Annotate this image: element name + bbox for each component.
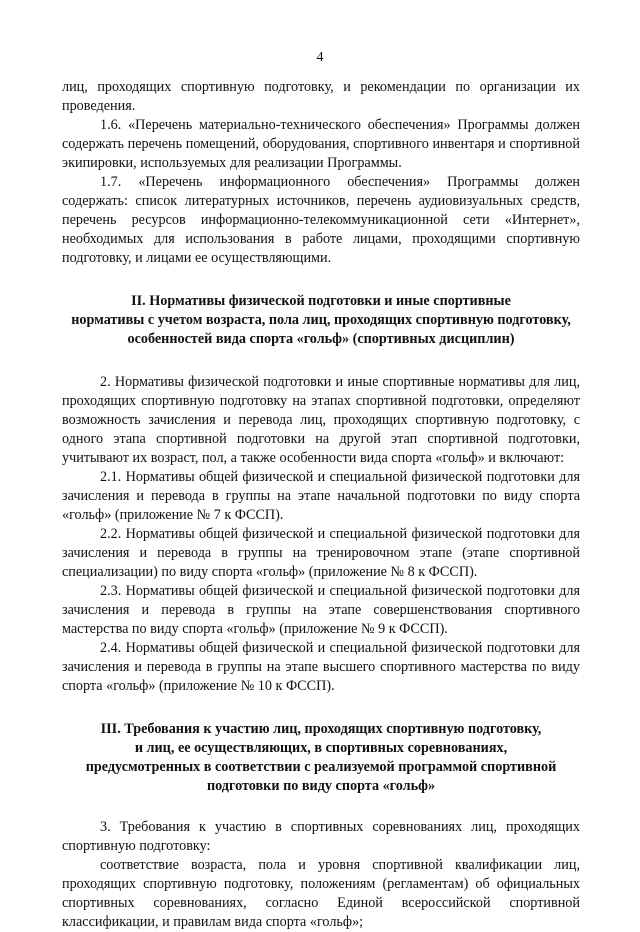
- section-3-heading-line: подготовки по виду спорта «гольф»: [206, 778, 436, 794]
- paragraph-continuation: лиц, проходящих спортивную подготовку, и рекомендации по организации их проведения.: [62, 79, 580, 114]
- paragraph-3: 3. Требования к участию в спортивных соревнованиях лиц, проходящих спортивную подготовку:: [62, 819, 580, 854]
- section-2-heading-line: нормативы с учетом возраста, пола лиц, проходящих спортивную подготовку,: [71, 312, 571, 328]
- document-body: [62, 78, 580, 932]
- section-3-heading-line: предусмотренных в соответствии с реализуемой программой спортивной: [85, 759, 557, 775]
- paragraph-2: 2. Нормативы физической подготовки и иные спортивные нормативы для лиц, проходящих спортивную подготовку на этапах спортивной подготовки, определяют возможность зачисления и перевода лиц, проходящих спортивную подготовку, с одного этапа спортивной подготовки на другой этап спортивной подготовки, учитывают их возраст, пол, а также особенности вида спорта «гольф» и включают:: [62, 374, 580, 466]
- section-3-heading: [62, 720, 580, 796]
- section-3-heading-line: III. Требования к участию лиц, проходящих спортивную подготовку,: [100, 721, 542, 737]
- section-2-heading-line: II. Нормативы физической подготовки и иные спортивные: [131, 293, 511, 309]
- paragraph-1-7: 1.7. «Перечень информационного обеспечения» Программы должен содержать: список литературных источников, перечень аудиовизуальных средств, перечень ресурсов информационно-телекоммуникационной сети «Интернет», необходимых для использования в работе лицами, проходящими спортивную подготовку, и лицами ее осуществляющими.: [62, 174, 580, 266]
- paragraph-2-1: 2.1. Нормативы общей физической и специальной физической подготовки для зачисления и перевода в группы на этапе начальной подготовки по виду спорта «гольф» (приложение № 7 к ФССП).: [62, 469, 580, 523]
- paragraph-3-item: соответствие возраста, пола и уровня спортивной квалификации лиц, проходящих спортивную подготовку, положениям (регламентам) об официальных спортивных соревнованиях, согласно Единой всероссийской спортивной классификации, и правилам вида спорта «гольф»;: [62, 857, 580, 930]
- paragraph-1-6: 1.6. «Перечень материально-технического обеспечения» Программы должен содержать перечень помещений, оборудования, спортивного инвентаря и спортивной экипировки, используемых для реализации Программы.: [62, 117, 580, 171]
- section-2-heading: [62, 292, 580, 349]
- page-number: 4: [316, 50, 324, 65]
- paragraph-2-4: 2.4. Нормативы общей физической и специальной физической подготовки для зачисления и перевода в группы на этапе высшего спортивного мастерства по виду спорта «гольф» (приложение № 10 к ФССП).: [62, 640, 580, 694]
- paragraph-2-3: 2.3. Нормативы общей физической и специальной физической подготовки для зачисления и перевода в группы на этапе совершенствования спортивного мастерства по виду спорта «гольф» (приложение № 9 к ФССП).: [62, 583, 580, 637]
- paragraph-2-2: 2.2. Нормативы общей физической и специальной физической подготовки для зачисления и перевода в группы на тренировочном этапе (этапе спортивной специализации) по виду спорта «гольф» (приложение № 8 к ФССП).: [62, 526, 580, 580]
- section-2-heading-line: особенностей вида спорта «гольф» (спортивных дисциплин): [127, 331, 515, 347]
- section-3-heading-line: и лиц, ее осуществляющих, в спортивных соревнованиях,: [134, 740, 508, 756]
